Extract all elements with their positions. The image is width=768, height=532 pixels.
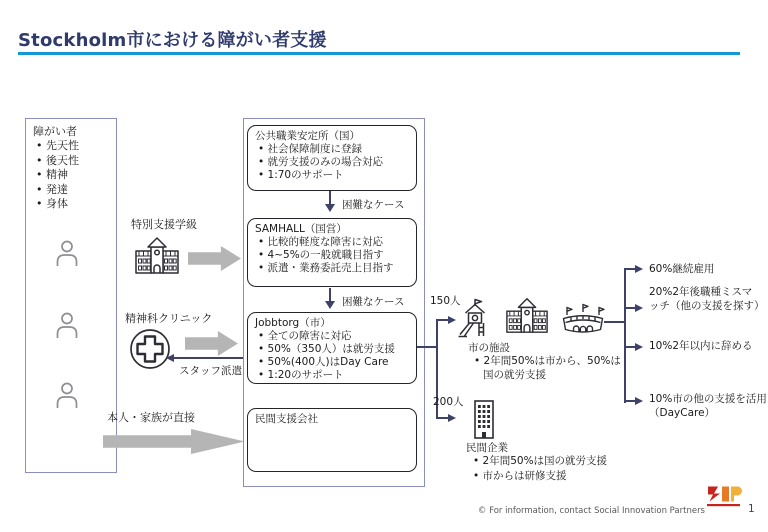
staff-dispatch-line (174, 357, 247, 359)
down-arrowhead (325, 301, 335, 309)
page-number: 1 (748, 503, 755, 515)
left-panel-item: • 精神 (33, 168, 111, 183)
box-item: • 全ての障害に対応 (255, 330, 410, 343)
office-building-icon (469, 398, 499, 440)
clinic-label: 精神科クリニック (125, 312, 213, 325)
outcome-item: 10%2年以内に辞める (649, 340, 753, 352)
staff-dispatch-label: スタッフ派遣 (179, 365, 242, 377)
box-item: • 50%(400人)はDay Care (255, 356, 410, 369)
direct-apply-label: 本人・家族が直接 (107, 411, 195, 424)
outcome-item: 20%2年後職種ミスマッチ（他の支援を探す） (649, 286, 765, 312)
box-title: Jobbtorg（市） (255, 317, 331, 329)
person-icon (52, 380, 82, 410)
box-item: • 4~5%の一般就職目指す (255, 249, 410, 262)
box-item: • 50%（350人）は就労支援 (255, 343, 410, 356)
title-underline (18, 52, 740, 55)
jobbtorg-exit-line (417, 346, 437, 348)
down-arrow-line (329, 191, 331, 205)
left-panel-item: • 後天性 (33, 154, 111, 169)
private-company-title: 民間企業 (466, 442, 508, 454)
down-arrow-line (329, 288, 331, 302)
outcome-arrowhead (635, 343, 643, 351)
box-public-employment-office (247, 125, 417, 191)
box-item: • 社会保障制度に登録 (255, 143, 410, 156)
private-branch-arrowhead (448, 414, 456, 422)
person-icon (52, 238, 82, 268)
city-facility-title: 市の施設 (468, 342, 510, 354)
box-title: 民間支援会社 (255, 413, 318, 425)
stadium-to-branch-line (604, 321, 626, 323)
down-arrowhead (325, 204, 335, 212)
box-item: • 就労支援のみの場合対応 (255, 156, 410, 169)
difficult-case-label: 困難なケース (342, 296, 405, 308)
clinic-cross-icon (129, 328, 171, 370)
playground-icon (456, 298, 494, 338)
box-item: • 派遣・業務委託売上目指す (255, 262, 410, 275)
outcome-item: 10%市の他の支援を活用（DayCare） (649, 393, 767, 419)
private-company-item: • 市からは研修支援 (470, 469, 645, 483)
footer-copyright: © For information, contact Social Innovation Partners (477, 506, 705, 516)
left-panel-title: 障がい者 (33, 125, 77, 138)
private-company-item: • 2年間50%は国の就労支援 (470, 454, 645, 468)
city-branch-arrowhead (448, 316, 456, 324)
outcome-arrowhead (635, 265, 643, 273)
page-title: Stockholm市における障がい者支援 (18, 30, 327, 51)
person-icon (52, 310, 82, 340)
outcome-item: 60%継続雇用 (649, 263, 715, 275)
private-count-label: 200人 (433, 396, 464, 408)
left-panel-item: • 身体 (33, 197, 111, 212)
box-item: • 比較的軽度な障害に対応 (255, 236, 410, 249)
arrow-clinic-to-jobbtorg (185, 331, 238, 356)
box-jobbtorg (247, 312, 417, 384)
sip-logo (705, 485, 743, 508)
left-panel-item: • 発達 (33, 183, 111, 198)
arrow-direct-to-private-support (103, 429, 245, 454)
left-panel-list (33, 139, 111, 212)
stadium-icon (560, 303, 606, 335)
box-samhall (247, 218, 417, 287)
left-panel-item: • 先天性 (33, 139, 111, 154)
box-item: • 1:70のサポート (255, 169, 410, 182)
staff-dispatch-arrowhead (166, 354, 174, 362)
school-icon (134, 235, 180, 275)
box-item: • 1:20のサポート (255, 369, 410, 382)
box-private-support-company (247, 408, 417, 472)
special-class-label: 特別支援学級 (131, 218, 197, 231)
arrow-school-to-samhall (188, 246, 241, 271)
school-icon (505, 294, 549, 336)
city-count-label: 150人 (430, 295, 461, 307)
difficult-case-label: 困難なケース (342, 199, 405, 211)
city-facility-item: • 2年間50%は市から、50%は国の就労支援 (471, 354, 631, 382)
outcome-arrowhead (635, 304, 643, 312)
outcome-arrowhead (635, 397, 643, 405)
box-title: 公共職業安定所（国） (255, 130, 360, 142)
outcome-branch-line (624, 268, 626, 403)
box-title: SAMHALL（国営） (255, 223, 347, 235)
